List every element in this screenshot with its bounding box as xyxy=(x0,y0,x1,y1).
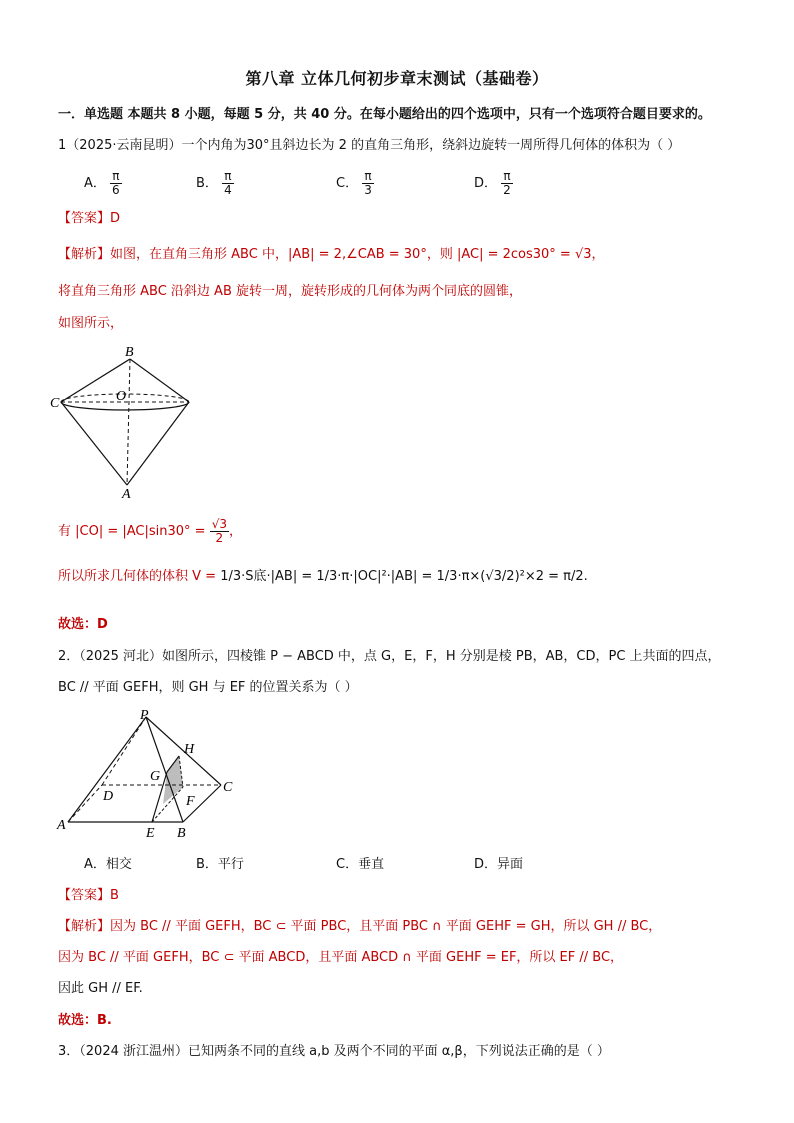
q1-analysis-2: 将直角三角形 ABC 沿斜边 AB 旋转一周，旋转形成的几何体为两个同底的圆锥， xyxy=(58,284,523,299)
q1-choose: 故选：D xyxy=(58,617,108,632)
q2-choose: 故选：B. xyxy=(58,1013,112,1028)
q2-analysis-3: 因此 GH // EF. xyxy=(58,981,143,996)
label-b2: B xyxy=(177,826,186,841)
label-p: P xyxy=(140,708,149,723)
q1-analysis-3: 如图所示， xyxy=(58,316,124,331)
double-cone-figure xyxy=(50,340,210,505)
label-e: E xyxy=(146,826,155,841)
q2-answer: 【答案】B xyxy=(58,888,119,903)
pyramid-figure xyxy=(55,705,240,845)
q1-volume-line: 所以所求几何体的体积 V = 1/3·S底·|AB| = 1/3·π·|OC|²·|AB| = 1/3·π×(√3/2)²×2 = π/2. xyxy=(58,569,588,584)
q2-option-b: B．平行 xyxy=(196,857,244,872)
q3-stem: 3．（2024 浙江温州）已知两条不同的直线 a,b 及两个不同的平面 α,β，下列说法正确的是（ ） xyxy=(58,1044,610,1059)
section-heading: 一．单选题 本题共 8 小题，每题 5 分，共 40 分。在每小题给出的四个选项中，只有一个选项符合题目要求的。 xyxy=(58,107,711,122)
q1-option-c: C． $\frac{\pi}{3}$ xyxy=(336,169,372,197)
q2-option-d: D．异面 xyxy=(474,857,524,872)
q1-option-b: B． $\frac{\pi}{4}$ xyxy=(196,169,232,197)
q2-analysis-2: 因为 BC // 平面 GEFH，BC ⊂ 平面 ABCD，且平面 ABCD ∩ 平面 GEHF = EF，所以 EF // BC， xyxy=(58,950,624,965)
q1-stem: 1（2025·云南昆明）一个内角为30°且斜边长为 2 的直角三角形，绕斜边旋转一周所得几何体的体积为（ ） xyxy=(58,138,681,153)
q2-option-a: A．相交 xyxy=(84,857,132,872)
page-title: 第八章 立体几何初步章末测试（基础卷） xyxy=(245,69,549,88)
q1-co-line: 有 |CO| = |AC|sin30° = $\frac{√3}{2}$ ， xyxy=(58,517,242,545)
label-b: B xyxy=(125,345,134,360)
q2-analysis-1: 【解析】因为 BC // 平面 GEFH，BC ⊂ 平面 PBC，且平面 PBC ∩ 平面 GEHF = GH，所以 GH // BC， xyxy=(58,919,662,934)
label-d: D xyxy=(103,789,114,804)
label-o: O xyxy=(116,389,127,404)
label-a2: A xyxy=(57,818,66,833)
q1-answer: 【答案】D xyxy=(58,211,121,226)
label-f: F xyxy=(186,794,195,809)
label-g: G xyxy=(150,769,161,784)
label-h: H xyxy=(184,742,195,757)
q2-stem-2: BC // 平面 GEFH，则 GH 与 EF 的位置关系为（ ） xyxy=(58,680,358,695)
label-c: C xyxy=(50,396,60,411)
q1-analysis-1: 【解析】如图，在直角三角形 ABC 中，|AB| = 2,∠CAB = 30°，则 |AC| = 2cos30° = √3， xyxy=(58,247,605,262)
q2-stem-1: 2．（2025 河北）如图所示，四棱锥 P − ABCD 中，点 G，E，F，H 分别是棱 PB，AB，CD，PC 上共面的四点， xyxy=(58,649,721,664)
q2-option-c: C．垂直 xyxy=(336,857,385,872)
label-a: A xyxy=(122,487,131,502)
q1-option-a: A． $\frac{\pi}{6}$ xyxy=(84,169,120,197)
label-c2: C xyxy=(223,780,233,795)
q1-option-d: D． $\frac{\pi}{2}$ xyxy=(474,169,511,197)
